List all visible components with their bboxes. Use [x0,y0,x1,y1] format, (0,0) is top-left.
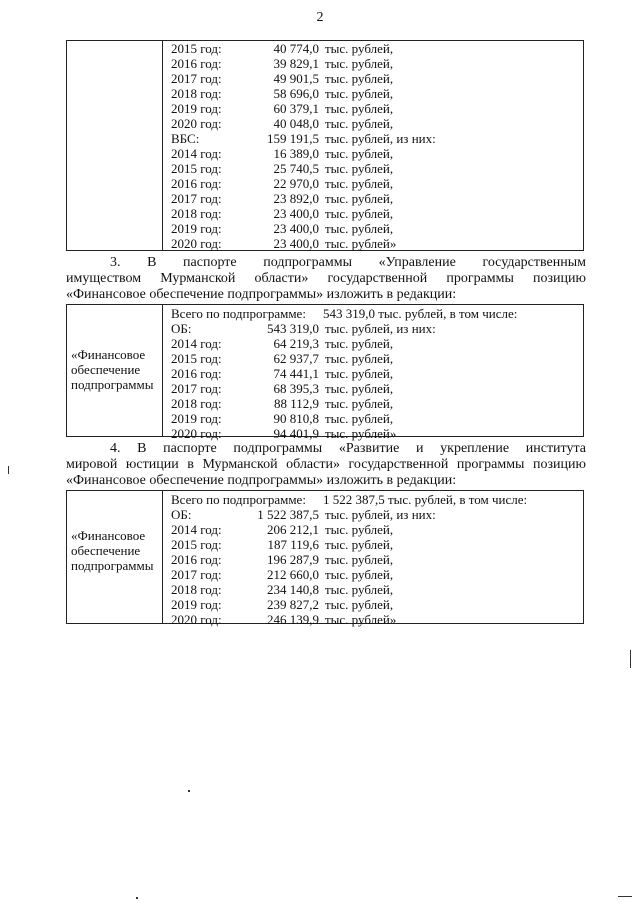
unit-label: тыс. рублей, [325,116,394,131]
total-label: Всего по подпрограмме: [171,306,306,321]
table-row [163,321,583,336]
total-value: 1 522 387,5 тыс. рублей, в том числе: [323,492,528,507]
year-label: 2016 год: [171,176,222,191]
year-label: ОБ: [171,321,192,336]
scan-mark [188,790,190,792]
table-values-cell [163,491,583,627]
table-label-line: подпрограммы [71,377,154,392]
table-label-cell [67,305,163,436]
year-label: 2018 год: [171,206,222,221]
scan-mark [618,896,632,897]
table-label-cell [67,491,163,623]
year-label: 2019 год: [171,101,222,116]
unit-label: тыс. рублей, [325,522,394,537]
unit-label: тыс. рублей, [325,597,394,612]
amount-value: 74 441,1 [273,366,319,381]
amount-value: 58 696,0 [273,86,319,101]
table-row [163,131,583,146]
amount-value: 543 319,0 [267,321,319,336]
year-label: 2015 год: [171,41,222,56]
amount-value: 88 112,9 [273,396,319,411]
amount-value: 94 401,9 [273,426,319,441]
amount-value: 239 827,2 [267,597,319,612]
year-label: 2019 год: [171,597,222,612]
unit-label: тыс. рублей, [325,336,394,351]
unit-label: тыс. рублей» [325,236,397,251]
page-number: 2 [316,10,324,25]
funding-table-continued [66,40,584,251]
table-row [163,116,583,131]
table-row [163,86,583,101]
table-row [163,56,583,71]
amount-value: 23 892,0 [273,191,319,206]
year-label: 2015 год: [171,537,222,552]
year-label: 2020 год: [171,426,222,441]
total-value: 543 319,0 тыс. рублей, в том числе: [323,306,518,321]
table-row [163,206,583,221]
paragraph-line: имуществом Мурманской области» государственной программы позицию [66,271,586,286]
table-label-line: подпрограммы [71,558,154,573]
amount-value: 159 191,5 [267,131,319,146]
amount-value: 23 400,0 [273,206,319,221]
unit-label: тыс. рублей» [325,612,397,627]
unit-label: тыс. рублей, [325,567,394,582]
unit-label: тыс. рублей, [325,221,394,236]
unit-label: тыс. рублей, из них: [325,507,436,522]
year-label: 2020 год: [171,116,222,131]
amount-value: 187 119,6 [267,537,319,552]
unit-label: тыс. рублей, [325,56,394,71]
year-label: ОБ: [171,507,192,522]
scan-mark [136,897,138,899]
paragraph-item-4 [66,441,586,489]
unit-label: тыс. рублей, [325,537,394,552]
amount-value: 23 400,0 [273,236,319,251]
amount-value: 40 774,0 [273,41,319,56]
unit-label: тыс. рублей, [325,41,394,56]
amount-value: 1 522 387,5 [257,507,319,522]
year-label: 2015 год: [171,161,222,176]
table-label-cell [67,41,163,250]
scan-mark [8,466,9,474]
amount-value: 60 379,1 [273,101,319,116]
table-row [163,176,583,191]
paragraph-line: «Финансовое обеспечение подпрограммы» изложить в редакции: [66,287,457,302]
amount-value: 68 395,3 [273,381,319,396]
year-label: 2017 год: [171,381,222,396]
amount-value: 49 901,5 [273,71,319,86]
year-label: 2017 год: [171,191,222,206]
amount-value: 62 937,7 [273,351,319,366]
amount-value: 234 140,8 [267,582,319,597]
table-values-cell [163,305,583,441]
amount-value: 23 400,0 [273,221,319,236]
table-label-line: обеспечение [71,362,141,377]
amount-value: 212 660,0 [267,567,319,582]
unit-label: тыс. рублей, из них: [325,321,436,336]
unit-label: тыс. рублей, [325,176,394,191]
unit-label: тыс. рублей, [325,411,394,426]
year-label: 2015 год: [171,351,222,366]
table-label-line: «Финансовое [71,528,146,543]
table-row [163,582,583,597]
amount-value: 22 970,0 [273,176,319,191]
unit-label: тыс. рублей, [325,381,394,396]
unit-label: тыс. рублей, [325,552,394,567]
table-row [163,612,583,627]
unit-label: тыс. рублей, [325,86,394,101]
amount-value: 25 740,5 [273,161,319,176]
table-row [163,567,583,582]
table-row [163,336,583,351]
year-label: 2019 год: [171,411,222,426]
unit-label: тыс. рублей, [325,101,394,116]
table-row [163,221,583,236]
year-label: 2019 год: [171,221,222,236]
amount-value: 40 048,0 [273,116,319,131]
unit-label: тыс. рублей, [325,582,394,597]
year-label: 2016 год: [171,366,222,381]
table-label-line: обеспечение [71,543,141,558]
total-label: Всего по подпрограмме: [171,492,306,507]
amount-value: 196 287,9 [267,552,319,567]
amount-value: 206 212,1 [267,522,319,537]
table-label-line: «Финансовое [71,347,146,362]
unit-label: тыс. рублей» [325,426,397,441]
year-label: 2018 год: [171,86,222,101]
table-row [163,191,583,206]
amount-value: 16 389,0 [273,146,319,161]
funding-table-magistrate-justice [66,490,584,627]
table-row [163,41,583,56]
year-label: ВБС: [171,131,200,146]
unit-label: тыс. рублей, из них: [325,131,436,146]
table-row [163,146,583,161]
unit-label: тыс. рублей, [325,71,394,86]
funding-table-property-management [66,304,584,441]
table-values-cell [163,41,583,250]
table-row [163,236,583,251]
table-row [163,101,583,116]
amount-value: 64 219,3 [273,336,319,351]
table-row [163,351,583,366]
table-row [163,537,583,552]
table-row [163,71,583,86]
year-label: 2014 год: [171,336,222,351]
table-row [163,426,583,441]
unit-label: тыс. рублей, [325,206,394,221]
table-row [163,522,583,537]
year-label: 2020 год: [171,236,222,251]
unit-label: тыс. рублей, [325,351,394,366]
paragraph-line: мировой юстиции в Мурманской области» государственной программы позицию [66,457,586,472]
table-header-row [163,306,583,321]
unit-label: тыс. рублей, [325,396,394,411]
year-label: 2017 год: [171,567,222,582]
year-label: 2018 год: [171,396,222,411]
table-row [163,411,583,426]
amount-value: 246 139,9 [267,612,319,627]
amount-value: 39 829,1 [273,56,319,71]
paragraph-line: 4. В паспорте подпрограммы «Развитие и укрепление института [110,441,586,456]
scan-mark [630,650,631,668]
table-row [163,597,583,612]
year-label: 2016 год: [171,56,222,71]
year-label: 2014 год: [171,522,222,537]
paragraph-line: «Финансовое обеспечение подпрограммы» изложить в редакции: [66,473,457,488]
year-label: 2016 год: [171,552,222,567]
year-label: 2020 год: [171,612,222,627]
table-row [163,161,583,176]
table-row [163,552,583,567]
paragraph-item-3 [66,255,586,303]
table-row [163,381,583,396]
table-row [163,366,583,381]
unit-label: тыс. рублей, [325,146,394,161]
paragraph-line: 3. В паспорте подпрограммы «Управление государственным [110,255,586,270]
year-label: 2014 год: [171,146,222,161]
table-row [163,396,583,411]
unit-label: тыс. рублей, [325,191,394,206]
amount-value: 90 810,8 [273,411,319,426]
unit-label: тыс. рублей, [325,366,394,381]
unit-label: тыс. рублей, [325,161,394,176]
table-row [163,507,583,522]
year-label: 2018 год: [171,582,222,597]
table-header-row [163,492,583,507]
year-label: 2017 год: [171,71,222,86]
